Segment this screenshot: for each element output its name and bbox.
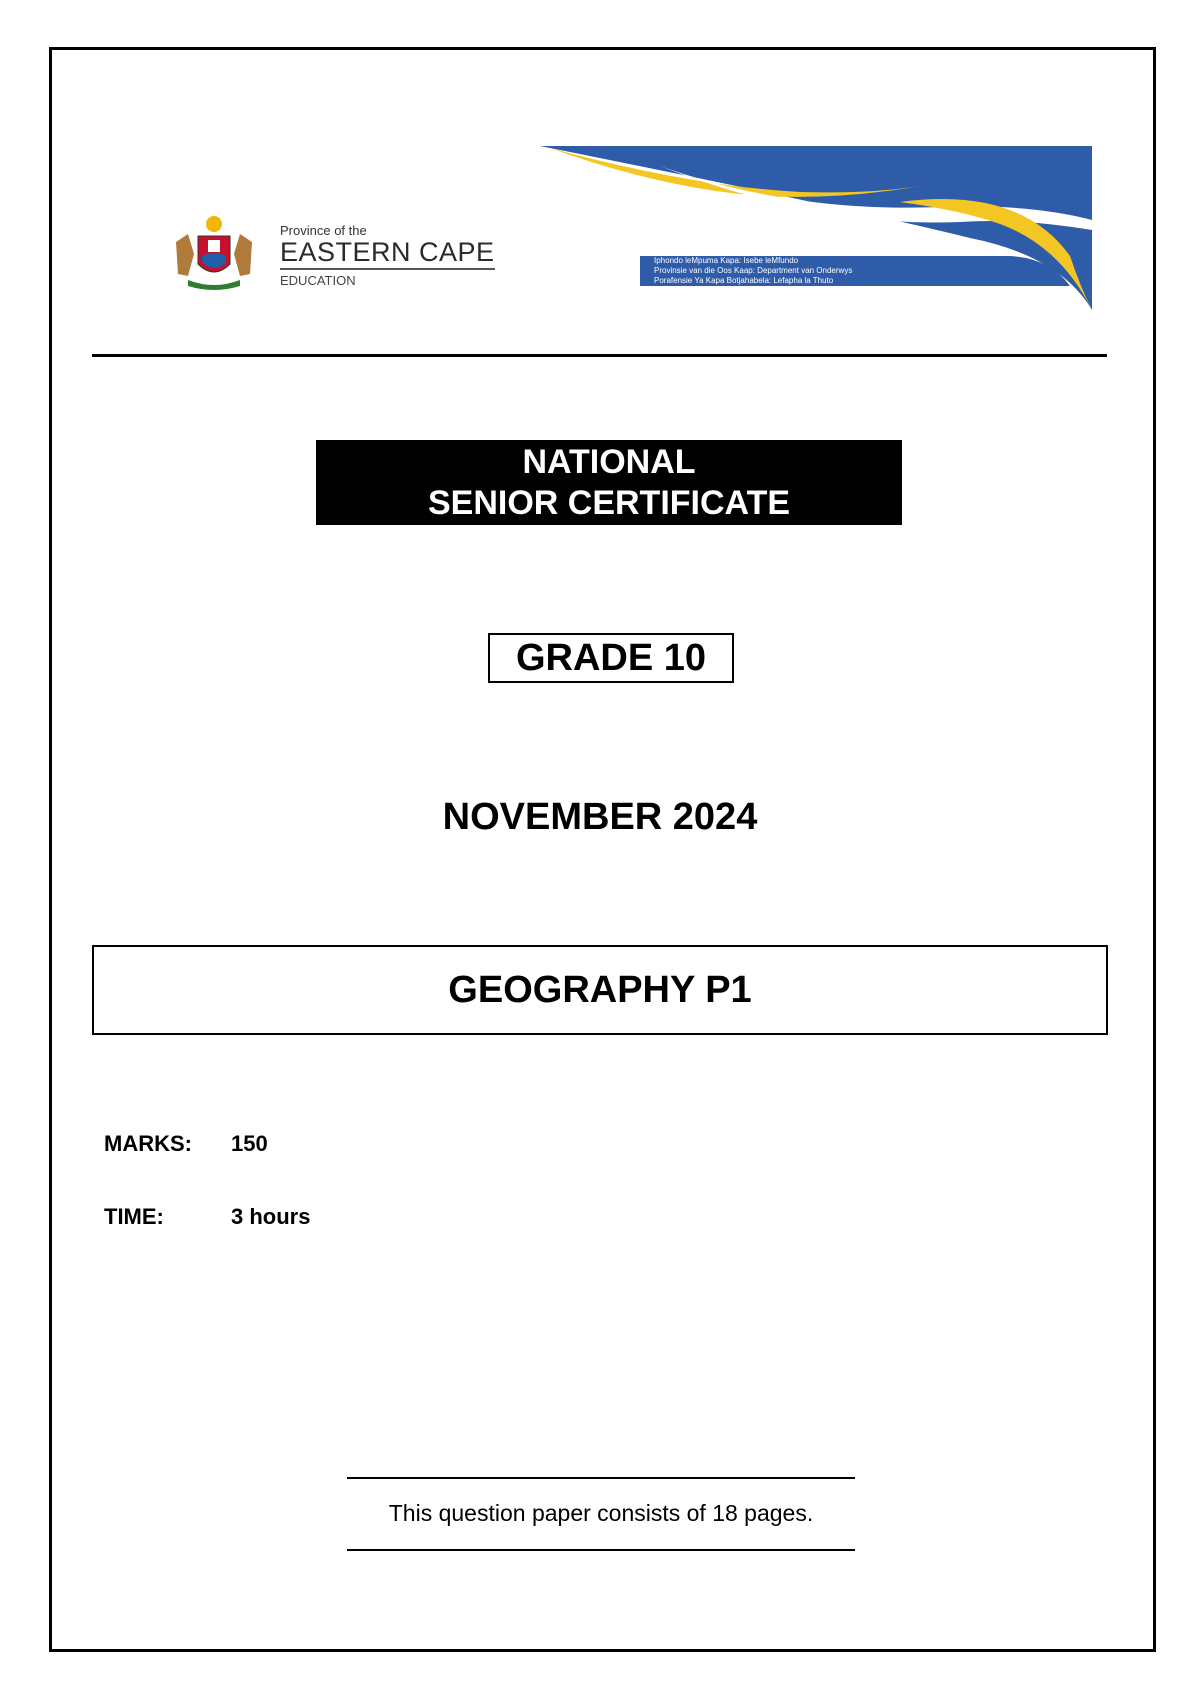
time-value: 3 hours (231, 1204, 311, 1229)
certificate-title-box (316, 440, 902, 525)
banner-line: Iphondo leMpuma Kapa: Isebe leMfundo (654, 256, 799, 265)
banner-text (654, 256, 852, 286)
banner-line: Provinsie van die Oos Kaap: Department van Onderwys (654, 266, 853, 275)
certificate-line-1: NATIONAL (522, 443, 696, 481)
province-name: EASTERN CAPE (280, 239, 495, 270)
subject-title-box: GEOGRAPHY P1 (92, 945, 1108, 1035)
page-count-note: This question paper consists of 18 pages. (388, 1500, 814, 1526)
header-divider (92, 354, 1107, 357)
certificate-line-2: SENIOR CERTIFICATE (427, 484, 791, 522)
footer-rule-top (347, 1477, 855, 1479)
province-wordmark (280, 224, 495, 287)
department-name: EDUCATION (280, 273, 356, 288)
banner-line: Porafensie Ya Kapa Botjahabela: Lefapha la Thuto (654, 276, 834, 285)
coat-of-arms-logo (158, 214, 270, 294)
marks-row (104, 1131, 268, 1157)
footer-rule-bottom (347, 1549, 855, 1551)
exam-date: NOVEMBER 2024 (442, 796, 758, 838)
time-row (104, 1204, 310, 1230)
marks-label: MARKS: (104, 1131, 192, 1156)
time-label: TIME: (104, 1204, 164, 1229)
grade-box: GRADE 10 (488, 633, 734, 683)
province-prefix: Province of the (280, 223, 367, 238)
marks-value: 150 (231, 1131, 268, 1156)
